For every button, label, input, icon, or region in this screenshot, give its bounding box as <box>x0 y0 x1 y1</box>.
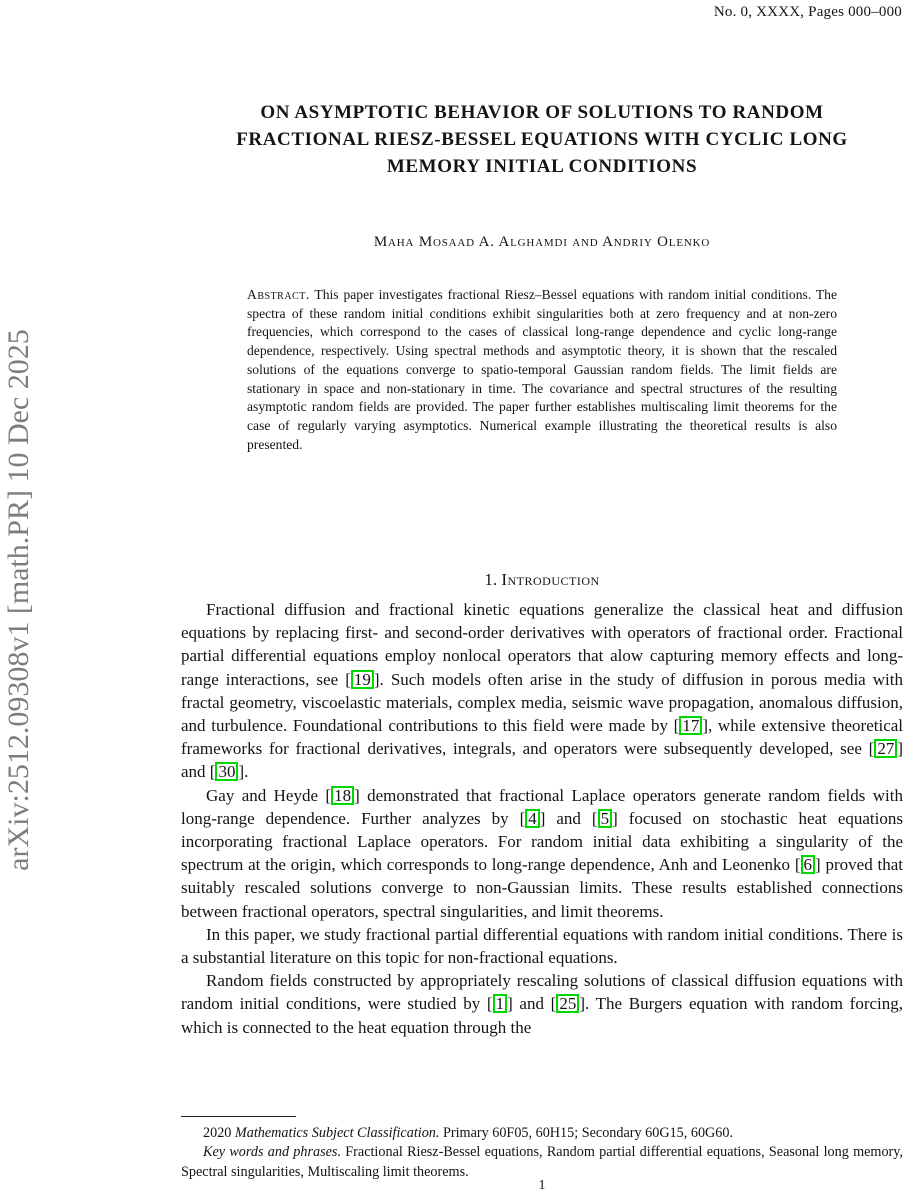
citation-link-25[interactable]: [ 25 ] <box>550 994 586 1014</box>
citation-number: 30 <box>215 762 238 781</box>
section-heading <box>181 570 903 590</box>
citation-number: 17 <box>679 716 702 735</box>
keywords-label: Key words and phrases. <box>203 1144 342 1161</box>
paragraph: Random fields constructed by appropriately rescaling solutions of classical diffusion equations with random initial conditions, were studied by [ 1 ] and [ 25 ]. The Burgers equation with random forcing, which is connected to the heat equation through the <box>181 971 904 1037</box>
citation-number: 5 <box>598 809 613 828</box>
page-number: 1 <box>538 1178 546 1193</box>
citation-number: 19 <box>351 670 374 689</box>
msc-codes: Primary 60F05, 60H15; Secondary 60G15, 60G60. <box>439 1125 734 1141</box>
section-title: Introduction <box>501 570 600 589</box>
paper-title <box>181 99 903 180</box>
citation-link-4[interactable]: [ 4 ] <box>519 808 546 828</box>
paragraph: In this paper, we study fractional partial differential equations with random initial conditions. There is a substantial literature on this topic for non-fractional equations. <box>181 924 903 968</box>
citation-link-1[interactable]: [ 1 ] <box>486 994 513 1014</box>
footnotes-block <box>181 1124 903 1182</box>
paper-title-line-1: ON ASYMPTOTIC BEHAVIOR OF SOLUTIONS TO RANDOM <box>260 102 824 123</box>
msc-label: Mathematics Subject Classification. <box>234 1125 440 1141</box>
citation-link-30[interactable]: [ 30 ] <box>209 762 245 782</box>
keywords-list: Fractional Riesz-Bessel equations, Random partial differential equations, Seasonal long memory, Spectral singularities, Multiscaling limit theorems. <box>181 1144 903 1180</box>
abstract-block <box>247 286 837 454</box>
abstract-text: This paper investigates fractional Riesz–Bessel equations with random initial conditions. The spectra of these random initial conditions exhibit singularities both at zero frequency and at non-zero frequencies, which correspond to the cases of classical long-range dependence and cyclic long-range dependence, respectively. Using spectral methods and asymptotic theory, it is shown that the rescaled solutions of the equations converge to spatio-temporal Gaussian random fields. The limit fields are stationary in space and non-stationary in time. The covariance and spectral structures of the resulting asymptotic random fields are provided. The paper further establishes multiscaling limit theorems for the case of regularly varying asymptotics. Numerical example illustrating the theoretical results is also presented. <box>247 287 838 452</box>
arxiv-stamp: arXiv:2512.09308v1 [math.PR] 10 Dec 2025 <box>2 329 35 871</box>
citation-number: 4 <box>525 809 540 828</box>
arxiv-stamp-column <box>2 230 42 970</box>
citation-link-6[interactable]: [ 6 ] <box>794 855 821 875</box>
msc-year: 2020 <box>203 1125 235 1141</box>
paper-title-line-2: FRACTIONAL RIESZ-BESSEL EQUATIONS WITH CYCLIC LONG <box>236 129 848 150</box>
citation-number: 18 <box>331 786 354 805</box>
citation-link-27[interactable]: [ 27 ] <box>868 739 903 759</box>
citation-number: 25 <box>556 994 579 1013</box>
citation-link-19[interactable]: [ 19 ] <box>345 669 380 689</box>
msc-footnote <box>181 1124 903 1143</box>
body-paragraphs <box>181 598 903 1039</box>
citation-number: 6 <box>801 855 816 874</box>
citation-link-18[interactable]: [ 18 ] <box>325 785 360 805</box>
journal-header: No. 0, XXXX, Pages 000–000 <box>713 4 902 20</box>
footnote-rule <box>181 1116 296 1117</box>
citation-link-5[interactable]: [ 5 ] <box>591 808 618 828</box>
paragraph: Gay and Heyde [ 18 ] demonstrated that fractional Laplace operators generate random fields with long-range dependence. Further analyzes by [ 4 ] and [ 5 ] focused on stochastic heat equations incorporating fractional Laplace operators. For random initial data exhibiting a singularity of the spectrum at the origin, which corresponds to long-range dependence, Anh and Leonenko [ 6 ] proved that suitably rescaled solutions converge to non-Gaussian limits. These results established connections between fractional operators, spectral singularities, and limit theorems. <box>181 785 903 921</box>
abstract-label: Abstract. <box>247 287 310 302</box>
keywords-footnote <box>181 1143 903 1182</box>
paper-title-line-3: MEMORY INITIAL CONDITIONS <box>386 156 698 177</box>
section-number: 1. <box>484 570 498 589</box>
authors-line: Maha Mosaad A. Alghamdi and Andriy Olenko <box>373 234 711 250</box>
citation-link-17[interactable]: [ 17 ] <box>673 716 708 736</box>
paragraph: Fractional diffusion and fractional kinetic equations generalize the classical heat and diffusion equations by replacing first- and second-order derivatives with operators of fractional order. Fractional partial differential equations employ nonlocal operators that alow capturing memory effects and long-range interactions, see [ 19 ]. Such models often arise in the study of diffusion in porous media with fractal geometry, viscoelastic materials, complex media, seismic wave propagation, anomalous diffusion, and turbulence. Foundational contributions to this field were made by [ 17 ], while extensive theoretical frameworks for fractional derivatives, integrals, and operators were subsequently developed, see [ 27 ] and [ 30 ]. <box>181 600 904 782</box>
citation-number: 27 <box>874 739 897 758</box>
citation-number: 1 <box>493 994 508 1013</box>
